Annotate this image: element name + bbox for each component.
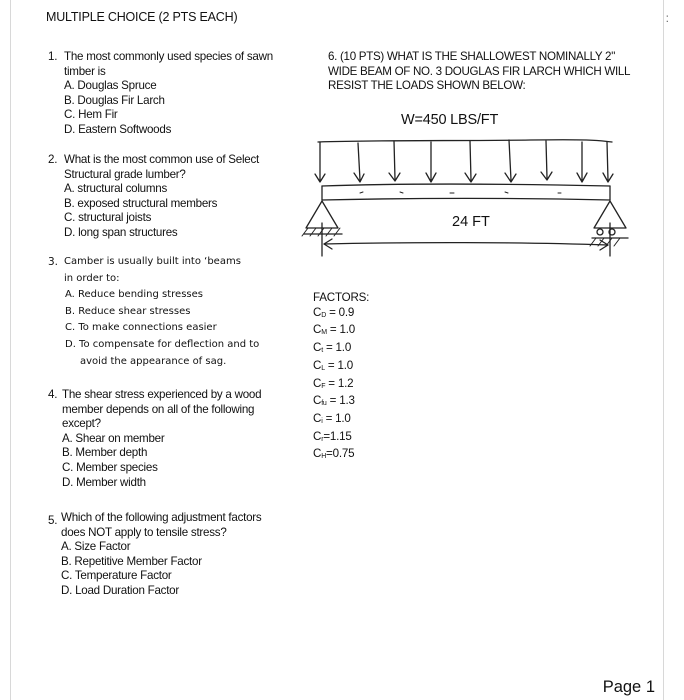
factor-row xyxy=(313,394,369,412)
option-b: B. exposed structural members xyxy=(64,196,218,210)
question-text-line: does NOT apply to tensile stress? xyxy=(61,525,227,539)
question-1 xyxy=(48,50,298,138)
factor-value: =1.15 xyxy=(323,429,352,443)
more-options-icon[interactable]: : xyxy=(665,11,669,25)
option-c: C. Member species xyxy=(62,460,158,474)
question-text-line: Structural grade lumber? xyxy=(64,167,186,181)
section-header: MULTIPLE CHOICE (2 PTS EACH) xyxy=(46,10,238,24)
factor-value: = 0.9 xyxy=(326,305,355,319)
question-text-line: RESIST THE LOADS SHOWN BELOW: xyxy=(328,79,526,92)
factors-title: FACTORS: xyxy=(313,291,370,304)
load-label: W=450 LBS/FT xyxy=(401,112,499,128)
question-text-line: in order to: xyxy=(64,272,120,284)
factor-subscript: D xyxy=(321,311,327,319)
question-5 xyxy=(48,511,298,599)
question-text-line: The most commonly used species of sawn xyxy=(64,50,273,63)
option-a: A. Douglas Spruce xyxy=(64,79,157,93)
factor-subscript: F xyxy=(321,382,326,390)
option-d: D. Load Duration Factor xyxy=(61,583,179,597)
question-text-line: 6. (10 PTS) WHAT IS THE SHALLOWEST NOMINALLY 2" xyxy=(328,50,616,63)
option-b: B. Douglas Fir Larch xyxy=(64,93,165,107)
question-4 xyxy=(48,388,298,490)
question-number: 5. xyxy=(48,514,58,527)
option-d-continuation: avoid the appearance of sag. xyxy=(80,355,227,367)
factors-list xyxy=(313,291,369,465)
factor-subscript: M xyxy=(321,329,327,337)
factor-symbol: C xyxy=(313,394,322,408)
question-text-line: timber is xyxy=(64,64,106,78)
page-number: Page 1 xyxy=(602,678,655,696)
factor-subscript: L xyxy=(321,364,325,372)
factor-row xyxy=(313,412,369,430)
factor-value: =0.75 xyxy=(326,447,355,461)
option-d: D. long span structures xyxy=(64,225,178,239)
factor-symbol: C xyxy=(313,358,322,372)
factor-row xyxy=(313,447,369,465)
beam xyxy=(322,184,610,200)
option-b: B. Reduce shear stresses xyxy=(65,305,191,317)
question-text-line: except? xyxy=(62,417,101,431)
question-number: 3. xyxy=(48,256,59,268)
option-b: B. Member depth xyxy=(62,446,148,460)
option-a: A. Size Factor xyxy=(61,540,131,554)
option-a: A. structural columns xyxy=(64,182,167,196)
option-c: C. To make connections easier xyxy=(65,322,217,334)
factor-symbol: C xyxy=(313,376,322,390)
factor-subscript: fu xyxy=(321,400,327,408)
option-c: C. structural joists xyxy=(64,211,152,225)
question-text-line: What is the most common use of Select xyxy=(64,153,260,166)
factor-value: = 1.3 xyxy=(326,394,355,408)
factor-symbol: C xyxy=(313,341,322,355)
factor-row xyxy=(313,323,369,341)
factor-subscript: i xyxy=(321,417,323,425)
factor-row xyxy=(313,377,369,395)
option-b: B. Repetitive Member Factor xyxy=(61,554,202,568)
question-6 xyxy=(328,50,630,94)
load-line xyxy=(318,140,612,142)
factor-row xyxy=(313,306,369,324)
option-a: A. Reduce bending stresses xyxy=(65,289,203,301)
load-arrows xyxy=(315,140,613,182)
question-2 xyxy=(48,153,298,241)
question-3 xyxy=(48,254,308,370)
question-text-line: Which of the following adjustment factors xyxy=(61,511,262,524)
option-c: C. Hem Fir xyxy=(64,108,118,122)
option-a: A. Shear on member xyxy=(62,431,165,445)
factor-row xyxy=(313,341,369,359)
factor-symbol: C xyxy=(313,411,322,425)
question-text-line: member depends on all of the following xyxy=(62,402,255,416)
factor-value: = 1.2 xyxy=(325,376,354,390)
factor-value: = 1.0 xyxy=(322,411,351,425)
beam-diagram xyxy=(300,128,630,263)
factor-subscript: t xyxy=(321,347,323,355)
factor-row xyxy=(313,430,369,448)
factor-value: = 1.0 xyxy=(326,323,355,337)
option-d: D. Member width xyxy=(62,475,146,489)
right-support xyxy=(590,201,628,246)
factor-subscript: r xyxy=(321,435,324,443)
span-label: 24 FT xyxy=(452,214,490,230)
question-number: 1. xyxy=(48,50,58,63)
question-number: 4. xyxy=(48,388,58,401)
factor-row xyxy=(313,359,369,377)
option-d: D. To compensate for deflection and to xyxy=(65,338,260,350)
factor-symbol: C xyxy=(313,323,322,337)
factor-symbol: C xyxy=(313,305,322,319)
factor-symbol: C xyxy=(313,447,322,461)
question-number: 2. xyxy=(48,153,58,166)
factor-symbol: C xyxy=(313,429,322,443)
option-c: C. Temperature Factor xyxy=(61,569,172,583)
factor-subscript: H xyxy=(321,453,327,461)
factor-value: = 1.0 xyxy=(324,358,354,372)
option-d: D. Eastern Softwoods xyxy=(64,122,172,136)
question-text-line: Camber is usually built into ‘beams xyxy=(64,256,241,267)
question-text-line: WIDE BEAM OF NO. 3 DOUGLAS FIR LARCH WHICH WILL xyxy=(328,64,631,78)
question-text-line: The shear stress experienced by a wood xyxy=(62,388,262,401)
factor-value: = 1.0 xyxy=(322,341,352,355)
